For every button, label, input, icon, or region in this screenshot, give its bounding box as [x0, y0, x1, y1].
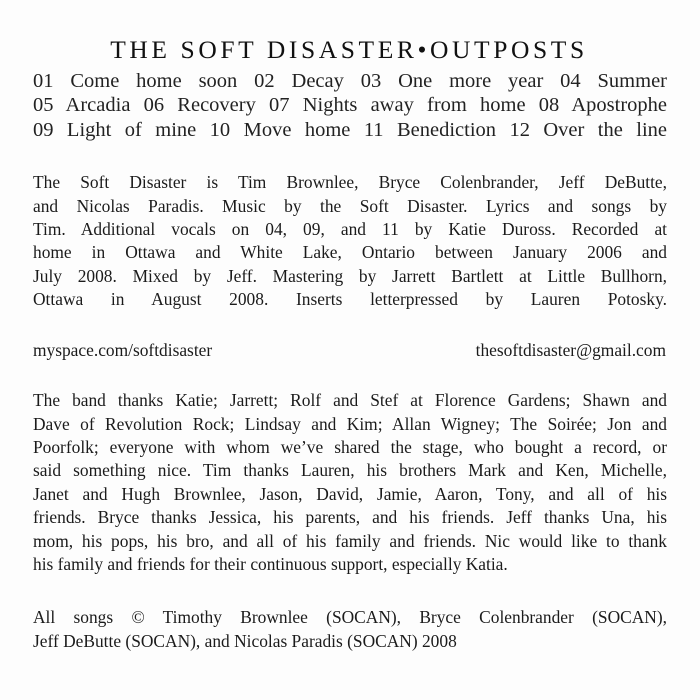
spacer-thanks [33, 362, 667, 389]
thanks-line: Janet and Hugh Brownlee, Jason, David, Jamie, Aaron, Tony, and all of his [33, 483, 667, 504]
credits-line: Tim. Additional vocals on 04, 09, and 11 by Katie Duross. Recorded at [33, 219, 667, 240]
copyright-block [33, 606, 667, 653]
credits-paragraph [33, 171, 667, 311]
thanks-line: The band thanks Katie; Jarrett; Rolf and Stef at Florence Gardens; Shawn and [33, 390, 667, 411]
credits-line: and Nicolas Paradis. Music by the Soft Disaster. Lyrics and songs by [33, 195, 667, 216]
thanks-line: Poorfolk; everyone with whom we’ve shared the stage, who bought a record, or [33, 436, 667, 457]
copyright-line: Jeff DeButte (SOCAN), and Nicolas Paradis (SOCAN) 2008 [33, 630, 457, 651]
album-title-separator: • [417, 35, 431, 64]
tracklist-line: 01 Come home soon 02 Decay 03 One more year 04 Summer [33, 69, 667, 92]
credits-line: The Soft Disaster is Tim Brownlee, Bryce Colenbrander, Jeff DeButte, [33, 172, 667, 193]
album-title [33, 36, 667, 65]
album-title-main: THE SOFT DISASTER [110, 35, 418, 64]
myspace-link[interactable]: myspace.com/softdisaster [33, 339, 213, 360]
email-link[interactable]: thesoftdisaster@gmail.com [475, 339, 666, 360]
spacer-copyright [33, 576, 667, 606]
spacer-credits [33, 143, 667, 171]
tracklist-line: 09 Light of mine 10 Move home 11 Benediction 12 Over the line [33, 119, 667, 142]
thanks-line: friends. Bryce thanks Jessica, his parents, and his friends. Jeff thanks Una, his [33, 507, 667, 528]
tracklist-line: 05 Arcadia 06 Recovery 07 Nights away from home 08 Apostrophe [33, 94, 667, 117]
thanks-line: mom, his pops, his bro, and all of his family and friends. Nic would like to thank [33, 530, 667, 551]
thanks-line: said something nice. Tim thanks Lauren, his brothers Mark and Ken, Michelle, [33, 460, 667, 481]
copyright-line: All songs © Timothy Brownlee (SOCAN), Bryce Colenbrander (SOCAN), [33, 607, 667, 628]
thanks-line: Dave of Revolution Rock; Lindsay and Kim; Allan Wigney; The Soirée; Jon and [33, 413, 667, 434]
contact-row [33, 339, 667, 362]
spacer-contact [33, 312, 667, 339]
credits-line: Ottawa in August 2008. Inserts letterpressed by Lauren Potosky. [33, 289, 667, 310]
thanks-paragraph [33, 389, 667, 576]
tracklist [33, 69, 667, 144]
credits-line: home in Ottawa and White Lake, Ontario between January 2006 and [33, 242, 667, 263]
credits-line: July 2008. Mixed by Jeff. Mastering by Jarrett Bartlett at Little Bullhorn, [33, 265, 667, 286]
album-title-secondary: OUTPOSTS [430, 35, 588, 64]
thanks-line: his family and friends for their continuous support, especially Katia. [33, 553, 508, 574]
